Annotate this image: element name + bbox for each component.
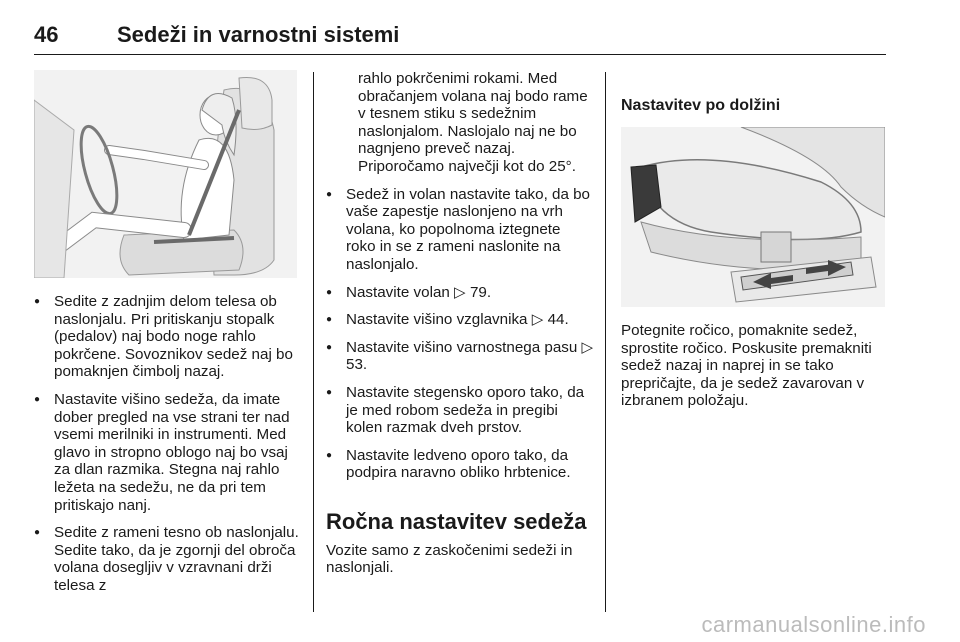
column-3-body [621,322,889,420]
header-rule [34,54,886,55]
page-title: Sedeži in varnostni sistemi [117,22,400,47]
page-header [34,22,886,52]
column-2 [326,70,594,587]
list-item: ● Nastavite višino varnostnega pasu ▷ 53. [326,339,594,374]
list-item: ● Nastavite stegensko oporo tako, da je med robom sedeža in pregibi kolen razmak dveh prstov. [326,384,594,437]
list-item: ● Sedež in volan nastavite tako, da bo vaše zapestje naslonjeno na vrh volana, ko popolnoma iztegnete roko in se z rameni naslonite na naslonjalo. [326,186,594,274]
driver-seating-illustration [34,70,297,278]
section-heading: Ročna nastavitev sedeža [326,508,587,534]
list-item: ● Nastavite višino vzglavnika ▷ 44. [326,311,594,329]
list-item: ● Nastavite ledveno oporo tako, da podpira naravno obliko hrbtenice. [326,447,594,482]
page-number: 46 [34,22,59,47]
driver-seating-drawing [34,70,297,278]
seat-adjustment-illustration [621,127,885,307]
list-item: ● Nastavite višino sedeža, da imate dober pregled na vse strani ter nad vsemi merilniki in instrumenti. Med glavo in stropno oblogo naj bo vsaj za dlan razmika. Stegna naj rahlo ležeta na sedežu, ne da pri tem pritiskajo nanj. [34,391,300,514]
column-1 [34,293,300,605]
column-3 [621,96,889,116]
list-item: ● Sedite z rameni tesno ob naslonjalu. Sedite tako, da je zgornji del obroča volana dosegljiv v vzravnani drži telesa z [34,524,300,594]
continuation-text: rahlo pokrčenimi rokami. Med obračanjem volana naj bodo rame v tesnem stiku s sedežnim naslonjalom. Naslojalo naj ne bo nagnjeno preveč nazaj. Priporočamo največji kot do 25°. [358,70,588,175]
sub-heading: Nastavitev po dolžini [621,97,781,114]
column-divider-right [605,72,606,612]
seat-adjustment-drawing [621,127,885,307]
list-item: ● Sedite z zadnjim delom telesa ob naslonjalu. Pri pritiskanju stopalk (pedalov) naj bodo noge rahlo pokrčene. Sovoznikov sedež naj bo pomaknjen čimbolj nazaj. [34,293,300,381]
watermark: carmanualsonline.info [701,612,926,637]
list-item: ● Nastavite volan ▷ 79. [326,284,594,302]
body-text: Potegnite ročico, pomaknite sedež, sprostite ročico. Poskusite premakniti sedež nazaj in naprej in se tako prepričajte, da je sedež zavarovan v izbranem položaju. [621,322,872,410]
column-divider-left [313,72,314,612]
section-text: Vozite samo z zaskočenimi sedeži in naslonjali. [326,541,573,577]
